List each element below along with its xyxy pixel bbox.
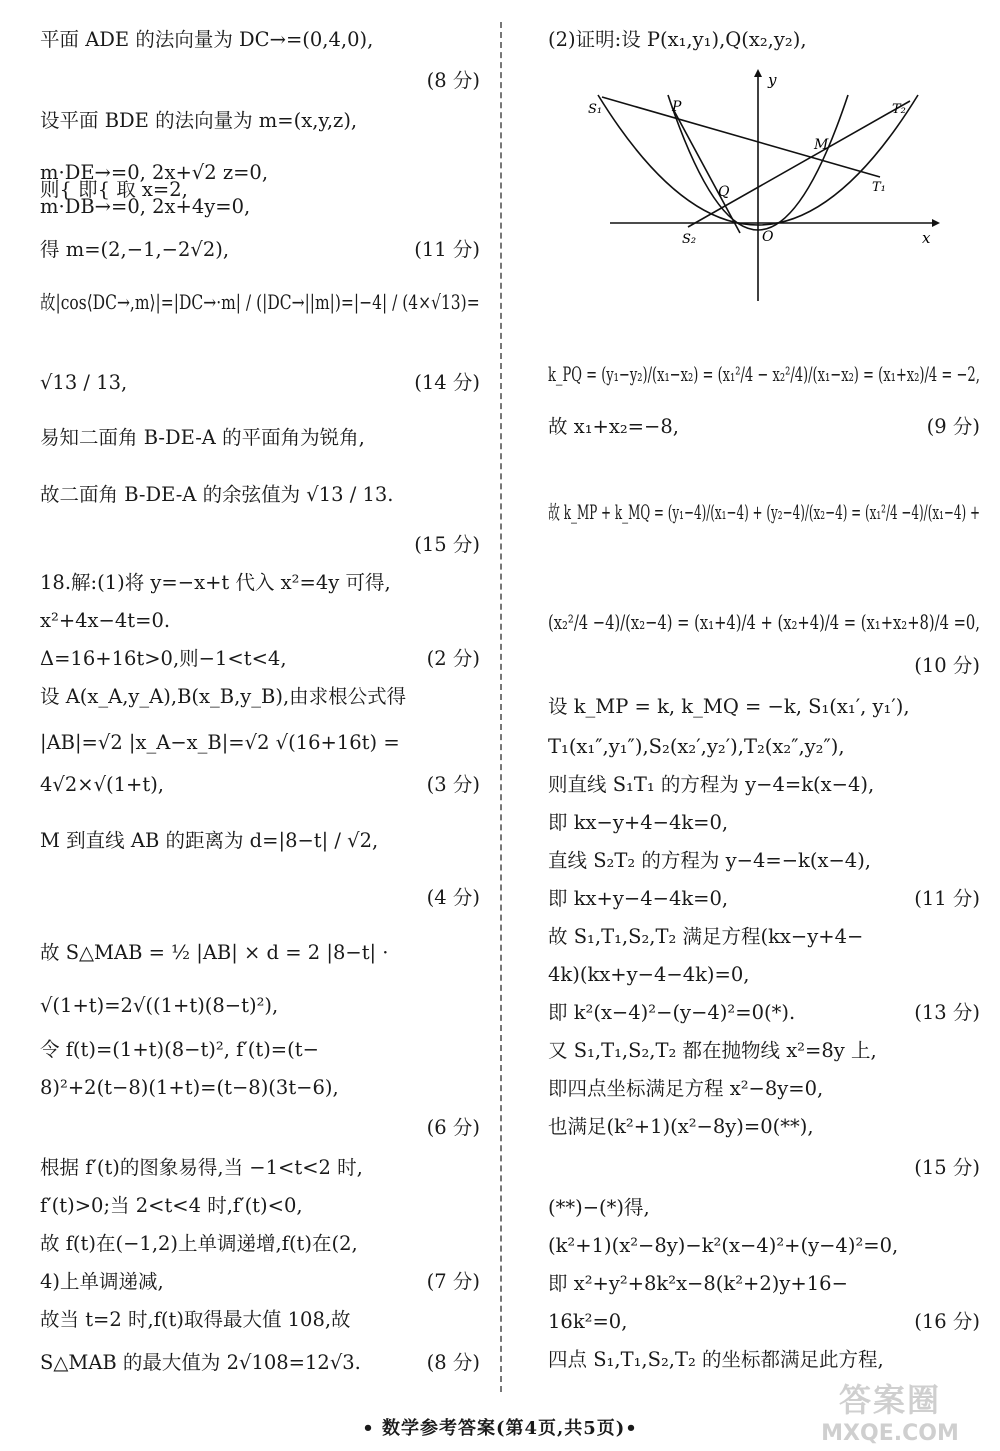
solution-line: 即 x²+y²+8k²x−8(k²+2)y+16− xyxy=(548,1272,848,1295)
solution-line: 即 k²(x−4)²−(y−4)²=0(*). xyxy=(548,1001,796,1024)
solution-line: 故当 t=2 时,f(t)取得最大值 108,故 xyxy=(40,1308,351,1331)
solution-line: 4√2×√(1+t), xyxy=(40,773,164,796)
solution-line: S△MAB 的最大值为 2√108=12√3. xyxy=(40,1351,361,1374)
score-label: (13 分) xyxy=(914,1001,980,1024)
label-x: x xyxy=(922,229,931,247)
label-p: P xyxy=(672,99,682,115)
solution-line: k_PQ = (y₁−y₂)/(x₁−x₂) = (x₁²/4 − x₂²/4)/(x₁−x₂) = (x₁+x₂)/4 = −2, xyxy=(548,363,980,386)
solution-line: 令 f(t)=(1+t)(8−t)², f′(t)=(t− xyxy=(40,1038,319,1061)
score-label: (3 分) xyxy=(426,773,480,796)
line-p-q xyxy=(672,107,740,233)
score-label: (8 分) xyxy=(426,69,480,92)
solution-line: f′(t)>0;当 2<t<4 时,f′(t)<0, xyxy=(40,1194,303,1217)
solution-line: M 到直线 AB 的距离为 d=|8−t| / √2, xyxy=(40,829,379,852)
solution-line: 故 S₁,T₁,S₂,T₂ 满足方程(kx−y+4− xyxy=(548,925,864,948)
solution-line: 设 A(x_A,y_A),B(x_B,y_B),由求根公式得 xyxy=(40,685,407,708)
solution-line: 也满足(k²+1)(x²−8y)=0(**), xyxy=(548,1115,814,1138)
y-axis-arrow xyxy=(754,69,762,77)
score-label: (10 分) xyxy=(914,654,980,677)
solution-line: 即 kx+y−4−4k=0, xyxy=(548,887,729,910)
solution-line: |AB|=√2 |x_A−x_B|=√2 √(16+16t) = xyxy=(40,731,400,754)
score-label: (11 分) xyxy=(914,887,980,910)
solution-line: x²+4x−4t=0. xyxy=(40,609,171,632)
label-t1: T₁ xyxy=(872,180,886,195)
solution-line: 即 kx−y+4−4k=0, xyxy=(548,811,729,834)
x-axis-arrow xyxy=(932,219,940,227)
solution-line: 故 S△MAB = ½ |AB| × d = 2 |8−t| · xyxy=(40,941,389,964)
solution-line: 则{ 即{ 取 x=2, xyxy=(40,178,188,201)
score-label: (8 分) xyxy=(426,1351,480,1374)
solution-line: T₁(x₁″,y₁″),S₂(x₂′,y₂′),T₂(x₂″,y₂″), xyxy=(548,735,845,758)
line-s2-t2 xyxy=(688,101,910,227)
score-label: (7 分) xyxy=(426,1270,480,1293)
solution-line: 18.解:(1)将 y=−x+t 代入 x²=4y 可得, xyxy=(40,571,391,594)
solution-line: Δ=16+16t>0,则−1<t<4, xyxy=(40,647,287,670)
solution-line: 故 f(t)在(−1,2)上单调递增,f(t)在(2, xyxy=(40,1232,358,1255)
solution-line: (2)证明:设 P(x₁,y₁),Q(x₂,y₂), xyxy=(548,28,807,51)
score-label: (15 分) xyxy=(914,1156,980,1179)
label-t2: T₂ xyxy=(892,102,906,117)
solution-line: 平面 ADE 的法向量为 DC→=(0,4,0), xyxy=(40,28,374,51)
solution-line: (**)−(*)得, xyxy=(548,1196,650,1219)
label-m: M xyxy=(814,137,829,153)
solution-line: 16k²=0, xyxy=(548,1310,628,1333)
solution-line: 直线 S₂T₂ 的方程为 y−4=−k(x−4), xyxy=(548,849,872,872)
solution-line: 故 k_MP + k_MQ = (y₁−4)/(x₁−4) + (y₂−4)/(x₂−4) = (x₁²/4 −4)/(x₁−4) + xyxy=(548,501,981,524)
score-label: (14 分) xyxy=(414,371,480,394)
score-label: (9 分) xyxy=(926,415,980,438)
page-footer: • 数学参考答案(第4页,共5页)• xyxy=(362,1418,638,1439)
solution-line: 故 x₁+x₂=−8, xyxy=(548,415,679,438)
score-label: (6 分) xyxy=(426,1116,480,1139)
solution-line: √(1+t)=2√((1+t)(8−t)²), xyxy=(40,994,279,1017)
solution-line: 4k)(kx+y−4−4k)=0, xyxy=(548,963,750,986)
solution-line: (k²+1)(x²−8y)−k²(x−4)²+(y−4)²=0, xyxy=(548,1234,899,1257)
parabola-diagram xyxy=(580,65,940,305)
solution-line: 根据 f′(t)的图象易得,当 −1<t<2 时, xyxy=(40,1156,363,1179)
solution-line: 又 S₁,T₁,S₂,T₂ 都在抛物线 x²=8y 上, xyxy=(548,1039,877,1062)
solution-line: 故二面角 B-DE-A 的余弦值为 √13 / 13. xyxy=(40,483,394,506)
solution-line: (x₂²/4 −4)/(x₂−4) = (x₁+4)/4 + (x₂+4)/4 = (x₁+x₂+8)/4 =0, xyxy=(548,611,980,634)
watermark-text: 答案圈 xyxy=(838,1381,941,1419)
solution-line: 8)²+2(t−8)(1+t)=(t−8)(3t−6), xyxy=(40,1076,339,1099)
label-y: y xyxy=(768,71,777,89)
score-label: (2 分) xyxy=(426,647,480,670)
column-divider xyxy=(500,22,502,1392)
solution-line: m·DE→=0, 2x+√2 z=0, xyxy=(40,161,269,184)
label-q: Q xyxy=(718,184,730,200)
solution-line: 得 m=(2,−1,−2√2), xyxy=(40,238,230,261)
label-s1: S₁ xyxy=(588,102,603,117)
solution-line: 即四点坐标满足方程 x²−8y=0, xyxy=(548,1077,824,1100)
solution-line: 设 k_MP = k, k_MQ = −k, S₁(x₁′, y₁′), xyxy=(548,695,910,718)
line-s1-t1 xyxy=(602,97,880,177)
score-label: (4 分) xyxy=(426,886,480,909)
score-label: (16 分) xyxy=(914,1310,980,1333)
solution-line: 则直线 S₁T₁ 的方程为 y−4=k(x−4), xyxy=(548,773,875,796)
watermark-domain: MXQE.COM xyxy=(821,1421,959,1446)
solution-line: 设平面 BDE 的法向量为 m=(x,y,z), xyxy=(40,109,358,132)
score-label: (11 分) xyxy=(414,238,480,261)
label-o: O xyxy=(762,229,774,245)
label-s2: S₂ xyxy=(682,232,697,247)
watermark-logo xyxy=(800,1375,980,1447)
score-label: (15 分) xyxy=(414,533,480,556)
solution-line: 故|cos⟨DC→,m⟩|=|DC→·m| / (|DC→||m|)=|−4| / (4×√13)= xyxy=(40,291,480,314)
solution-line: √13 / 13, xyxy=(40,371,128,394)
solution-line: 四点 S₁,T₁,S₂,T₂ 的坐标都满足此方程, xyxy=(548,1348,884,1371)
solution-line: 4)上单调递减, xyxy=(40,1270,164,1293)
solution-line: m·DB→=0, 2x+4y=0, xyxy=(40,195,251,218)
solution-line: 易知二面角 B-DE-A 的平面角为锐角, xyxy=(40,426,365,449)
